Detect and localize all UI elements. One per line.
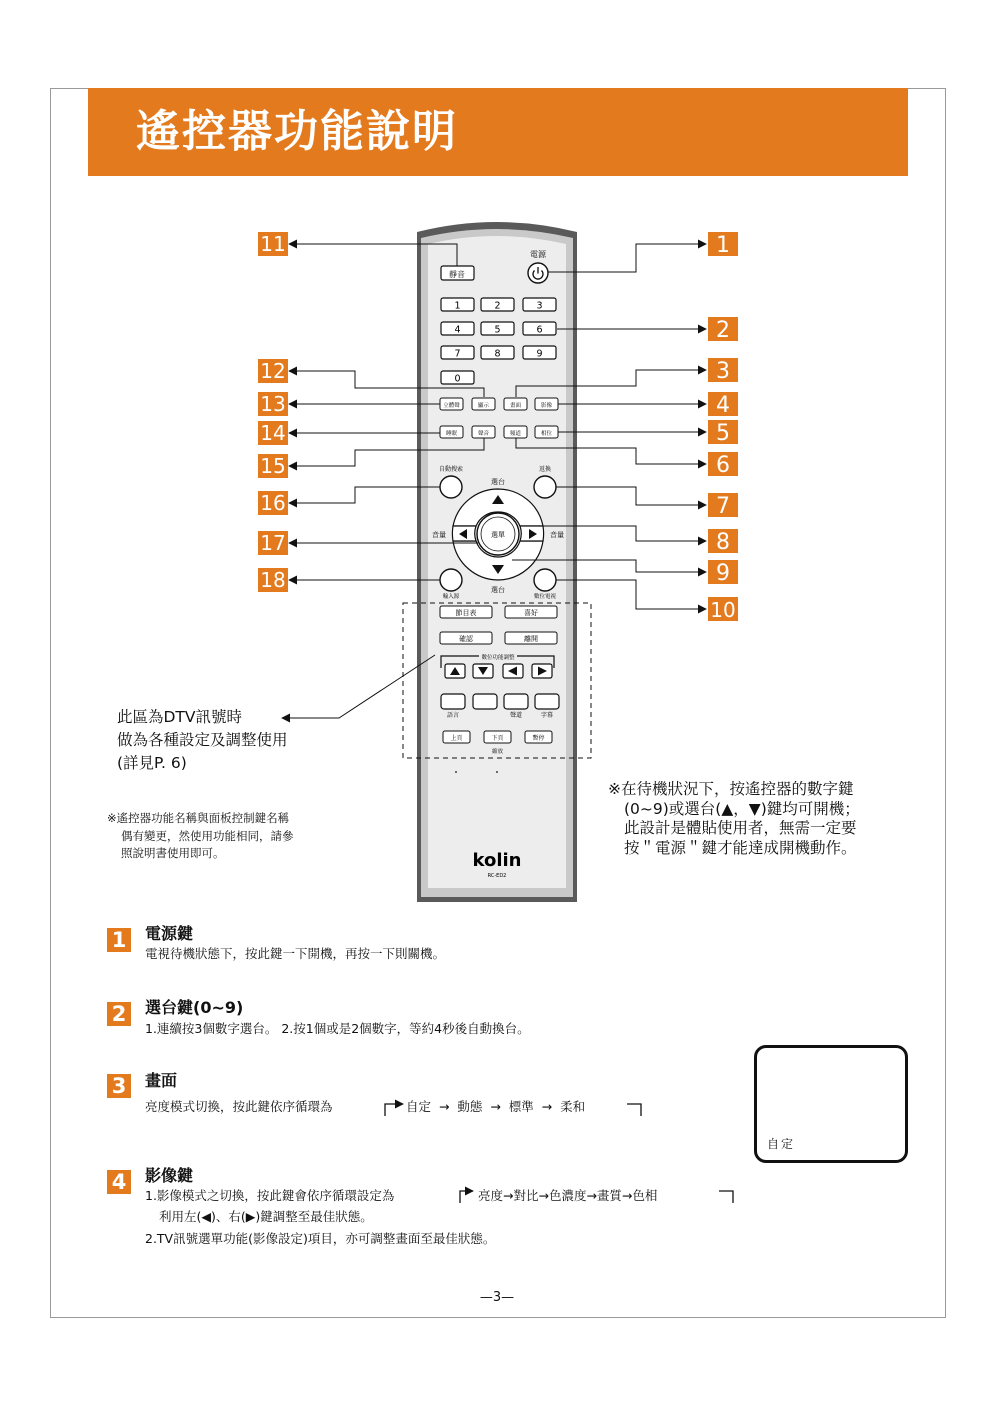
digit-label: 8 <box>494 348 501 360</box>
digital-tv-label: 數位電視 <box>533 594 557 600</box>
phase-label: 相位 <box>540 431 553 437</box>
callout-number: 18 <box>260 568 286 592</box>
stereo-label: 立體聲 <box>443 403 460 409</box>
note-line: 此設計是體貼使用者，無需一定要 <box>624 819 857 837</box>
standby-note <box>608 780 860 858</box>
digital-tv-button[interactable] <box>534 569 556 591</box>
section-number-badge: 3 <box>107 1074 131 1098</box>
preview-label: 自定 <box>767 1137 796 1151</box>
audio-button[interactable] <box>504 694 528 709</box>
digit-label: 7 <box>454 348 461 360</box>
input-source-label: 輸入源 <box>442 594 460 600</box>
section-text: 電視待機狀態下，按此鍵一下開機，再按一下則關機。 <box>145 946 446 961</box>
model-label: RC-ED2 <box>487 873 507 879</box>
auto-search-label: 自動搜索 <box>438 466 464 473</box>
callout-number: 10 <box>710 598 736 622</box>
page-number: —3— <box>479 1290 515 1305</box>
digit-label: 4 <box>454 324 461 336</box>
blank-button[interactable] <box>473 694 497 709</box>
callouts-left <box>258 232 288 592</box>
sleep-label: 睡眠 <box>445 431 458 437</box>
digit-label: 6 <box>536 324 543 336</box>
digit-label: 0 <box>454 373 461 385</box>
section-title: 電源鍵 <box>145 924 194 943</box>
section-text: 2.TV訊號選單功能(影像設定)項目，亦可調整畫面至最佳狀態。 <box>145 1231 496 1246</box>
display-label: 顯示 <box>477 403 490 409</box>
callout-number: 3 <box>716 359 730 384</box>
note-line: 按＂電源＂鍵才能達成開機動作。 <box>624 838 857 857</box>
audio-label: 聲道 <box>509 712 523 719</box>
favorite-label: 喜好 <box>524 609 538 617</box>
section-text: 1.連續按3個數字選台。 2.按1個或是2個數字，等約4秒後自動換台。 <box>145 1021 530 1036</box>
section-text: 1.影像模式之切換，按此鍵會依序循環設定為 <box>145 1188 395 1203</box>
brand-logo: kolin <box>472 850 522 871</box>
swap-button[interactable] <box>534 476 556 498</box>
section-number-badge: 2 <box>107 1002 131 1026</box>
callout-number: 12 <box>260 359 286 383</box>
section-number-badge: 1 <box>107 928 131 952</box>
callout-number: 5 <box>716 421 730 446</box>
picture-label: 畫面 <box>509 403 522 409</box>
callout-number: 11 <box>260 232 286 256</box>
callout-number: 13 <box>260 392 286 416</box>
note-line: ※在待機狀況下，按遙控器的數字鍵 <box>608 780 854 798</box>
note-line: 此區為DTV訊號時 <box>117 708 243 726</box>
auto-search-button[interactable] <box>440 476 462 498</box>
note-line: 做為各種設定及調整使用 <box>117 731 288 749</box>
note-line: (詳見P. 6) <box>117 754 187 772</box>
callout-number: 7 <box>716 494 730 519</box>
brightness-cycle: 自定 → 動態 → 標準 → 柔和 <box>406 1099 586 1114</box>
note-line: 偶有變更，然使用功能相同，請參 <box>121 828 294 843</box>
digit-label: 9 <box>536 348 543 360</box>
page-down-label: 下頁 <box>491 735 504 742</box>
volume-right-label: 音量 <box>550 531 564 539</box>
note-line: (0~9)或選台(▲，▼)鍵均可開機； <box>624 799 860 818</box>
note-line: 照說明書使用即可。 <box>121 846 225 860</box>
digit-label: 2 <box>494 300 501 312</box>
callout-number: 8 <box>716 530 730 555</box>
volume-left-label: 音量 <box>432 531 446 539</box>
digital-adjust-label: 數位功能調整 <box>481 655 515 661</box>
swap-label: 返換 <box>538 466 552 473</box>
picture-mode-preview <box>754 1045 908 1163</box>
callout-number: 14 <box>260 421 286 445</box>
section-text: 利用左(◀)、右(▶)鍵調整至最佳狀態。 <box>159 1209 373 1224</box>
note-line: ※遙控器功能名稱與面板控制鍵名稱 <box>107 811 290 825</box>
subtitle-button[interactable] <box>535 694 559 709</box>
mute-label: 靜音 <box>449 270 465 279</box>
callout-number: 16 <box>260 491 286 515</box>
callout-number: 17 <box>260 531 286 555</box>
video-cycle: 亮度→對比→色濃度→畫質→色相 <box>478 1188 658 1203</box>
power-label: 電源 <box>530 250 546 259</box>
language-button[interactable] <box>441 694 465 709</box>
callouts-right <box>708 232 738 622</box>
sound-label: 聲音 <box>477 431 490 437</box>
section-title: 畫面 <box>145 1071 178 1090</box>
pause-label: 暫停 <box>532 735 545 742</box>
section-title: 影像鍵 <box>145 1166 194 1185</box>
section-number-badge: 4 <box>107 1170 131 1194</box>
digit-label: 3 <box>536 300 543 312</box>
section-title: 選台鍵(0~9) <box>145 998 244 1017</box>
subtitle-label: 字幕 <box>540 712 554 719</box>
callout-number: 2 <box>716 318 730 343</box>
dtv-area-note <box>117 706 288 775</box>
page-up-label: 上頁 <box>450 735 463 742</box>
channel-list-label: 頻道 <box>509 431 522 437</box>
digit-label: 1 <box>454 300 461 312</box>
exit-label: 離開 <box>524 635 538 643</box>
confirm-label: 確認 <box>459 635 473 643</box>
section-text: 亮度模式切換，按此鍵依序循環為 <box>145 1099 333 1114</box>
input-source-button[interactable] <box>440 569 462 591</box>
video-label: 影像 <box>540 403 553 409</box>
program-guide-label: 節目表 <box>455 609 477 617</box>
menu-label: 選單 <box>491 531 505 539</box>
callout-number: 15 <box>260 454 286 478</box>
callout-number: 9 <box>716 561 730 586</box>
zoom-label: 縮放 <box>491 749 504 755</box>
page-title: 遙控器功能說明 <box>136 106 458 157</box>
channel-down-label: 選台 <box>491 586 505 594</box>
language-label: 語言 <box>446 712 460 719</box>
callout-number: 1 <box>716 233 730 258</box>
callout-number: 4 <box>716 393 730 418</box>
names-note <box>107 810 294 863</box>
callout-number: 6 <box>716 453 730 478</box>
digit-label: 5 <box>494 324 501 336</box>
channel-up-label: 選台 <box>491 478 505 486</box>
